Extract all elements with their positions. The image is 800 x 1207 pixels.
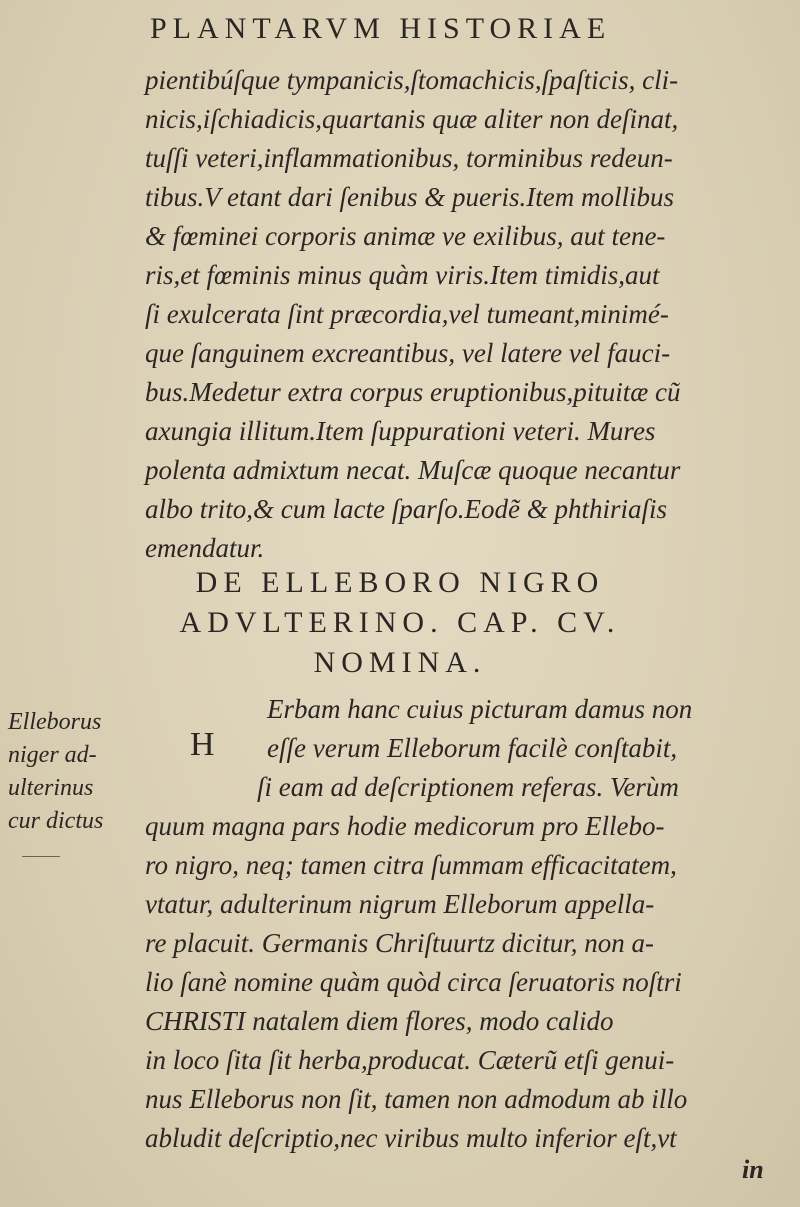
text-line: ris,et fœminis minus quàm viris.Item timidis,aut xyxy=(145,260,660,290)
text-line: tibus.V etant dari ſenibus & pueris.Item mollibus xyxy=(145,182,674,212)
text-line: tuſſi veteri,inflammationibus, torminibus redeun- xyxy=(145,143,673,173)
text-line: lio ſanè nomine quàm quòd circa ſeruatoris noſtri xyxy=(145,967,682,997)
chapter-text-block xyxy=(145,690,775,1158)
text-line: ſi eam ad deſcriptionem referas. Verùm xyxy=(257,772,679,802)
text-line: que ſanguinem excreantibus, vel latere vel fauci- xyxy=(145,338,671,368)
text-line: re placuit. Germanis Chriſtuurtz dicitur, non a- xyxy=(145,928,655,958)
text-line: vtatur, adulterinum nigrum Elleborum appella- xyxy=(145,889,655,919)
text-line: eſſe verum Elleborum facilè conſtabit, xyxy=(267,733,678,763)
marginal-note xyxy=(8,706,158,838)
text-line: axungia illitum.Item ſuppurationi veteri. Mures xyxy=(145,416,656,446)
text-line: polenta admixtum necat. Muſcæ quoque necantur xyxy=(145,455,681,485)
catchword: in xyxy=(742,1155,764,1184)
text-line: nicis,iſchiadicis,quartanis quæ aliter non deſinat, xyxy=(145,104,679,134)
marginal-rule xyxy=(22,856,60,857)
text-line: albo trito,& cum lacte ſparſo.Eodẽ & phthiriaſis xyxy=(145,494,667,524)
text-line: Erbam hanc cuius picturam damus non xyxy=(267,694,693,724)
chapter-title-line-2: ADVLTERINO. CAP. CV. xyxy=(179,606,621,639)
text-line: in loco ſita ſit herba,producat. Cæterũ etſi genui- xyxy=(145,1045,675,1075)
text-line: quum magna pars hodie medicorum pro Ellebo- xyxy=(145,811,665,841)
running-header: PLANTARVM HISTORIAE xyxy=(150,12,612,45)
section-heading: NOMINA. xyxy=(313,646,487,679)
text-line: nus Elleborus non ſit, tamen non admodum ab illo xyxy=(145,1084,688,1114)
marginal-line: niger ad- xyxy=(8,742,97,768)
text-line: ro nigro, neq; tamen citra ſummam efficacitatem, xyxy=(145,850,677,880)
main-text-block xyxy=(145,61,775,568)
text-line: ſi exulcerata ſint præcordia,vel tumeant,minimé- xyxy=(145,299,669,329)
text-line: abludit deſcriptio,nec viribus multo inferior eſt,vt xyxy=(145,1123,677,1153)
marginal-line: cur dictus xyxy=(8,808,104,834)
text-line: CHRISTI natalem diem flores, modo calido xyxy=(145,1006,614,1036)
chapter-title-line-1: DE ELLEBORO NIGRO xyxy=(195,566,605,599)
drop-cap: H xyxy=(190,726,215,763)
text-line: & fœminei corporis animæ ve exilibus, aut tene- xyxy=(145,221,666,251)
text-line: pientibúſque tympanicis,ſtomachicis,ſpaſticis, cli- xyxy=(145,65,679,95)
text-line: emendatur. xyxy=(145,533,265,563)
text-line: bus.Medetur extra corpus eruptionibus,pituitæ cũ xyxy=(145,377,681,407)
marginal-line: Elleborus xyxy=(8,709,102,735)
marginal-line: ulterinus xyxy=(8,775,94,801)
